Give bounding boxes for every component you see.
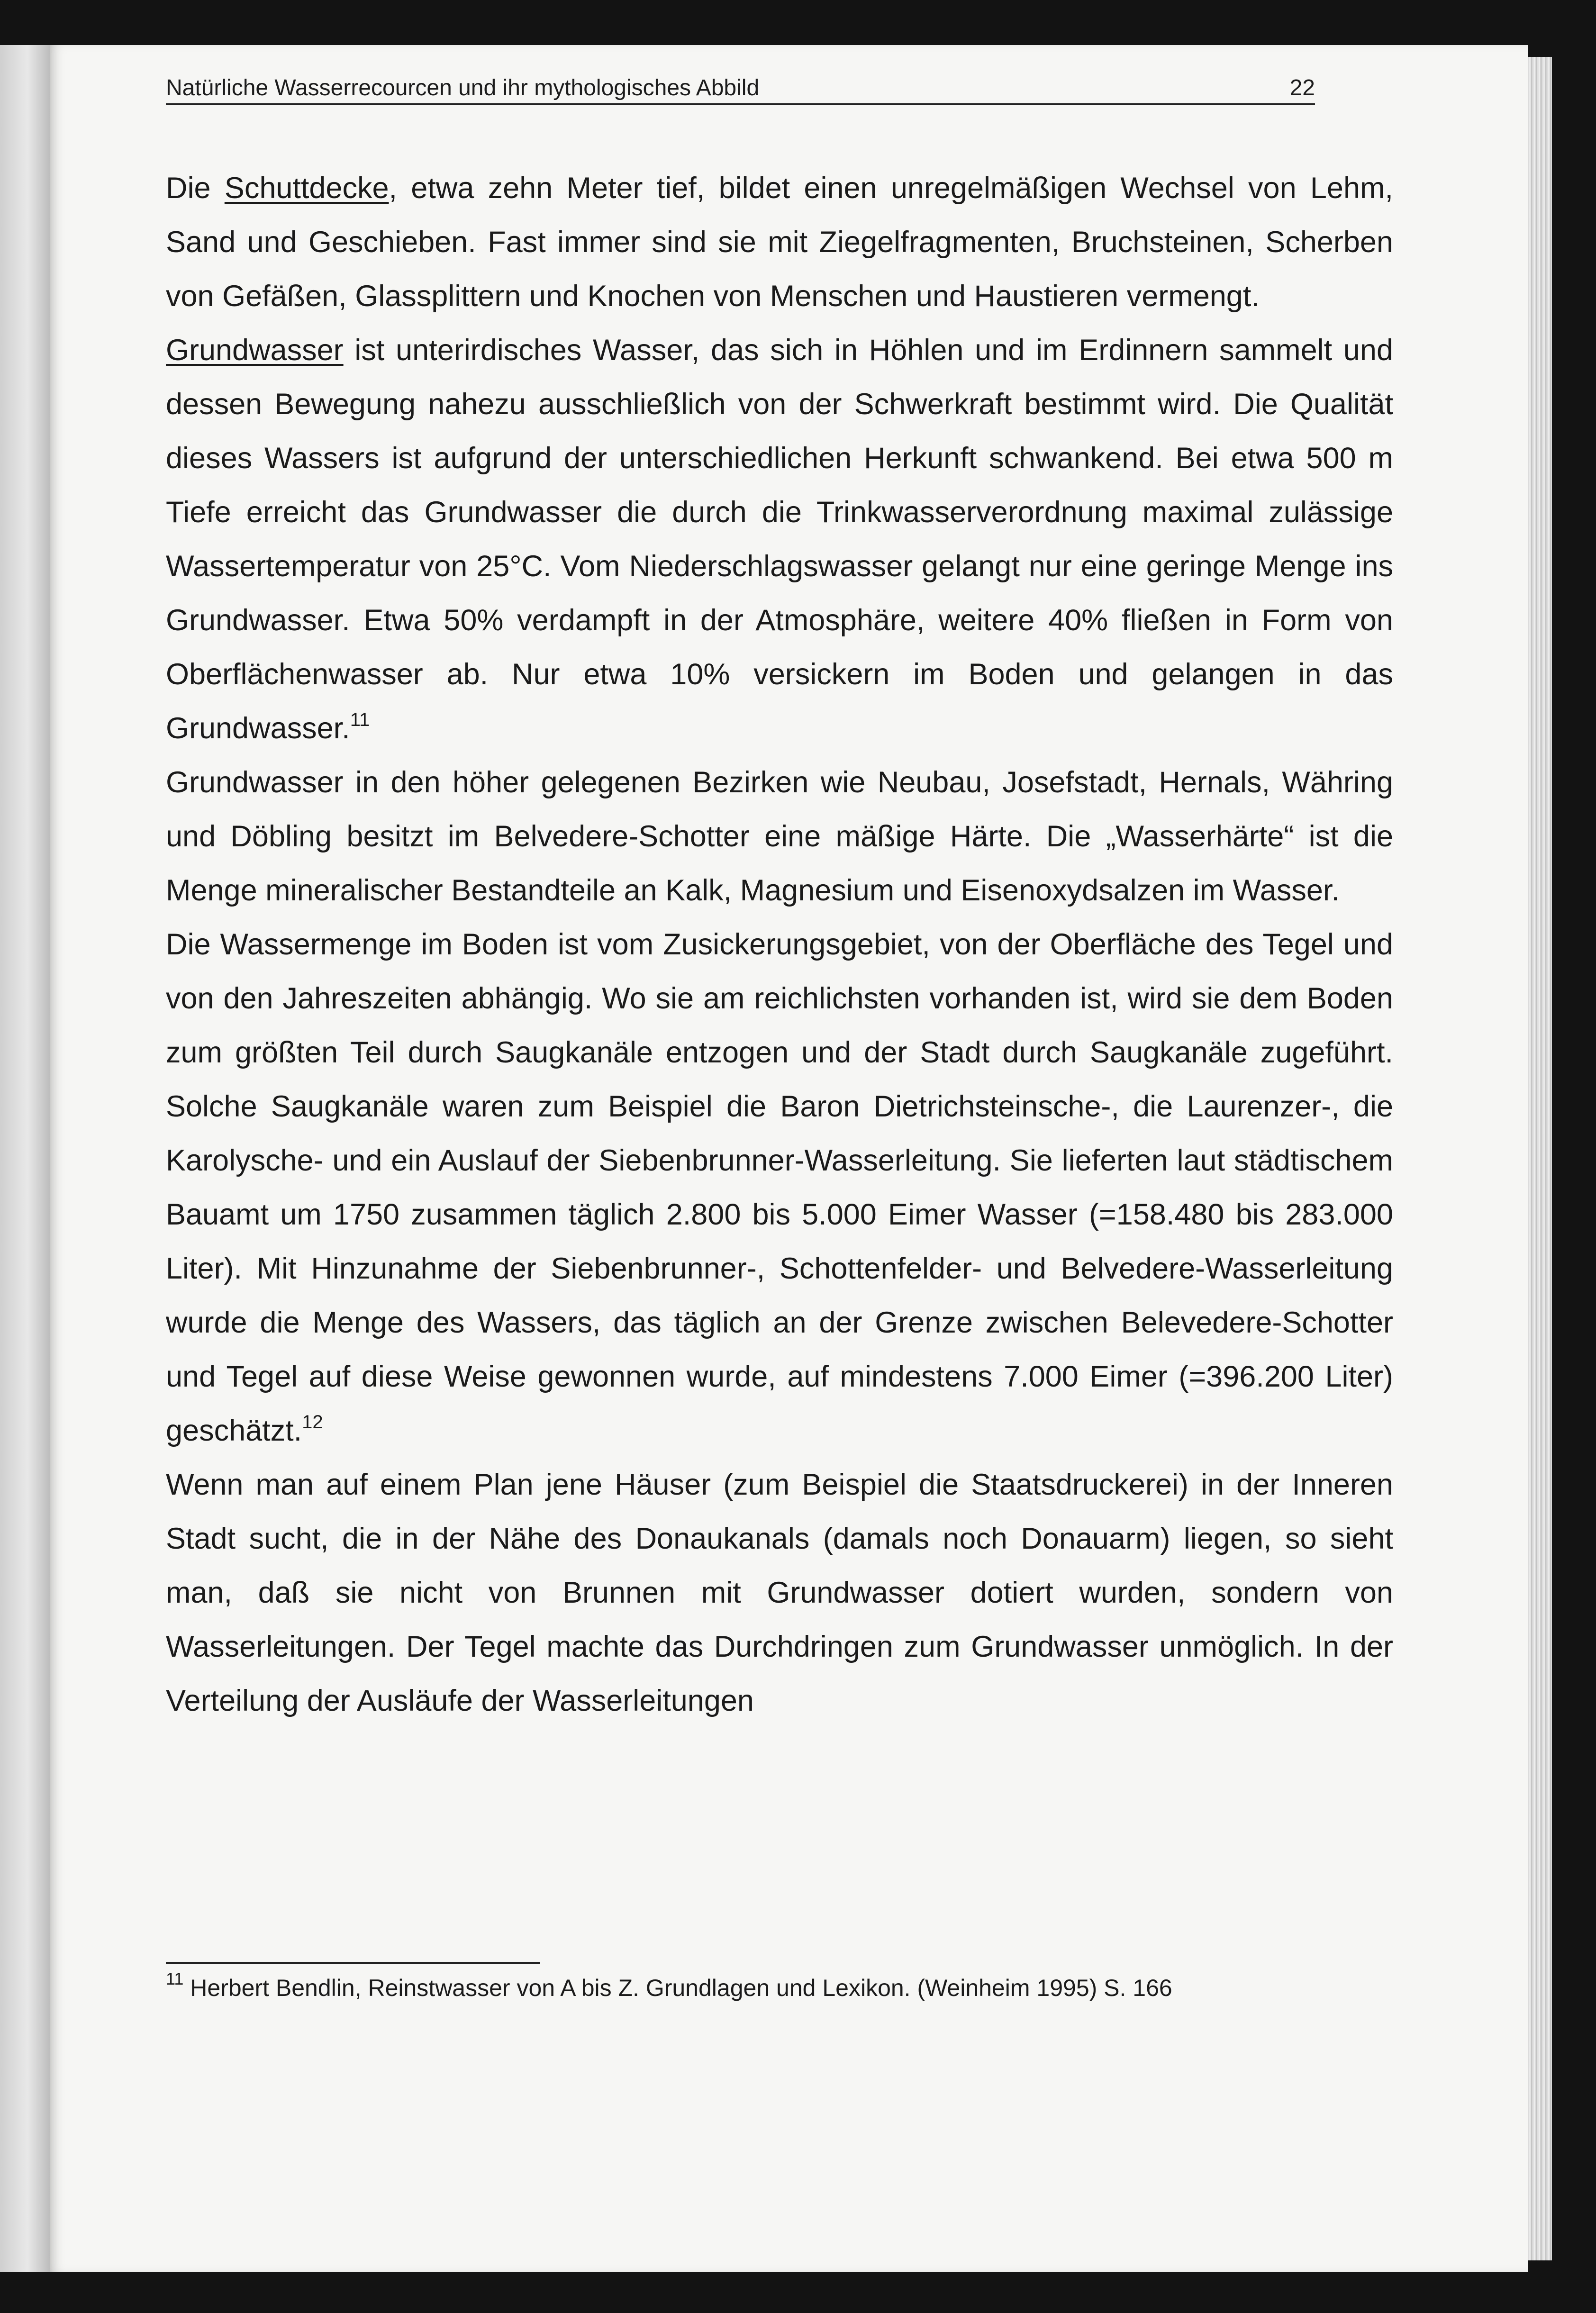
header-title: Natürliche Wasserrecourcen und ihr mythologisches Abbild [166, 75, 760, 100]
footnote-text: Herbert Bendlin, Reinstwasser von A bis Z. Grundlagen und Lexikon. (Weinheim 1995) S. 166 [190, 1975, 1172, 2001]
page-number: 22 [1289, 75, 1315, 100]
body-text [166, 161, 1393, 1728]
term-schuttdecke: Schuttdecke [224, 172, 389, 205]
footnote-ref: 12 [302, 1412, 323, 1433]
running-header [166, 70, 1315, 105]
paragraph-text: Die [166, 172, 225, 205]
paragraph-haerte: Grundwasser in den höher gelegenen Bezirken wie Neubau, Josefstadt, Hernals, Währing und Döbling besitzt im Belvedere-Schotter eine mäßige Härte. Die „Wasserhärte“ ist die Menge mineralischer Bestandteile an Kalk, Magnesium und Eisenoxydsalzen im Wasser. [166, 766, 1393, 907]
facing-page-edge [0, 45, 50, 2272]
term-grundwasser: Grundwasser [166, 334, 344, 367]
paragraph-text: ist unterirdisches Wasser, das sich in Höhlen und im Erdinnern sammelt und dessen Bewegung nahezu ausschließlich von der Schwerkraft bestimmt wird. Die Qualität dieses Wassers ist aufgrund der unterschiedlichen Herkunft schwankend. Bei etwa 500 m Tiefe erreicht das Grundwasser die durch die Trinkwasserverordnung maximal zulässige Wassertemperatur von 25°C. Vom Niederschlagswasser gelangt nur eine geringe Menge ins Grundwasser. Etwa 50% verdampft in der Atmosphäre, weitere 40% fließen in Form von Oberflächenwasser ab. Nur etwa 10% versickern im Boden und gelangen in das Grundwasser. [166, 334, 1393, 745]
footnote-ref: 11 [350, 709, 370, 730]
footnote-number: 11 [166, 1969, 184, 1989]
paragraph-grundwasser [166, 323, 1393, 755]
paragraph-plan: Wenn man auf einem Plan jene Häuser (zum Beispiel die Staatsdruckerei) in der Inneren Stadt sucht, die in der Nähe des Donaukanals (damals noch Donauarm) liegen, so sieht man, daß sie nicht von Brunnen mit Grundwasser dotiert wurden, sondern von Wasserleitungen. Der Tegel machte das Durchdringen zum Grundwasser unmöglich. In der Verteilung der Ausläufe der Wasserleitungen [166, 1468, 1393, 1717]
paragraph-text: , etwa zehn Meter tief, bildet einen unregelmäßigen Wechsel von Lehm, Sand und Geschieben. Fast immer sind sie mit Ziegelfragmenten, Bruchsteinen, Scherben von Gefäßen, Glassplittern und Knochen von Menschen und Haustieren vermengt. [166, 172, 1393, 313]
paragraph-text: Die Wassermenge im Boden ist vom Zusickerungsgebiet, von der Oberfläche des Tegel und von den Jahreszeiten abhängig. Wo sie am reichlichsten vorhanden ist, wird sie dem Boden zum größten Teil durch Saugkanäle entzogen und der Stadt durch Saugkanäle zugeführt. Solche Saugkanäle waren zum Beispiel die Baron Dietrichsteinsche-, die Laurenzer-, die Karolysche- und ein Auslauf der Siebenbrunner-Wasserleitung. Sie lieferten laut städtischem Bauamt um 1750 zusammen täglich 2.800 bis 5.000 Eimer Wasser (=158.480 bis 283.000 Liter). Mit Hinzunahme der Siebenbrunner-, Schottenfelder- und Belvedere-Wasserleitung wurde die Menge des Wassers, das täglich an der Grenze zwischen Belevedere-Schotter und Tegel auf diese Weise gewonnen wurde, auf mindestens 7.000 Eimer (=396.200 Liter) geschätzt. [166, 928, 1393, 1447]
paragraph-schuttdecke [166, 161, 1393, 323]
paragraph-wassermenge [166, 917, 1393, 1458]
footnote [166, 1971, 1393, 2005]
footnote-rule [166, 1962, 540, 1964]
